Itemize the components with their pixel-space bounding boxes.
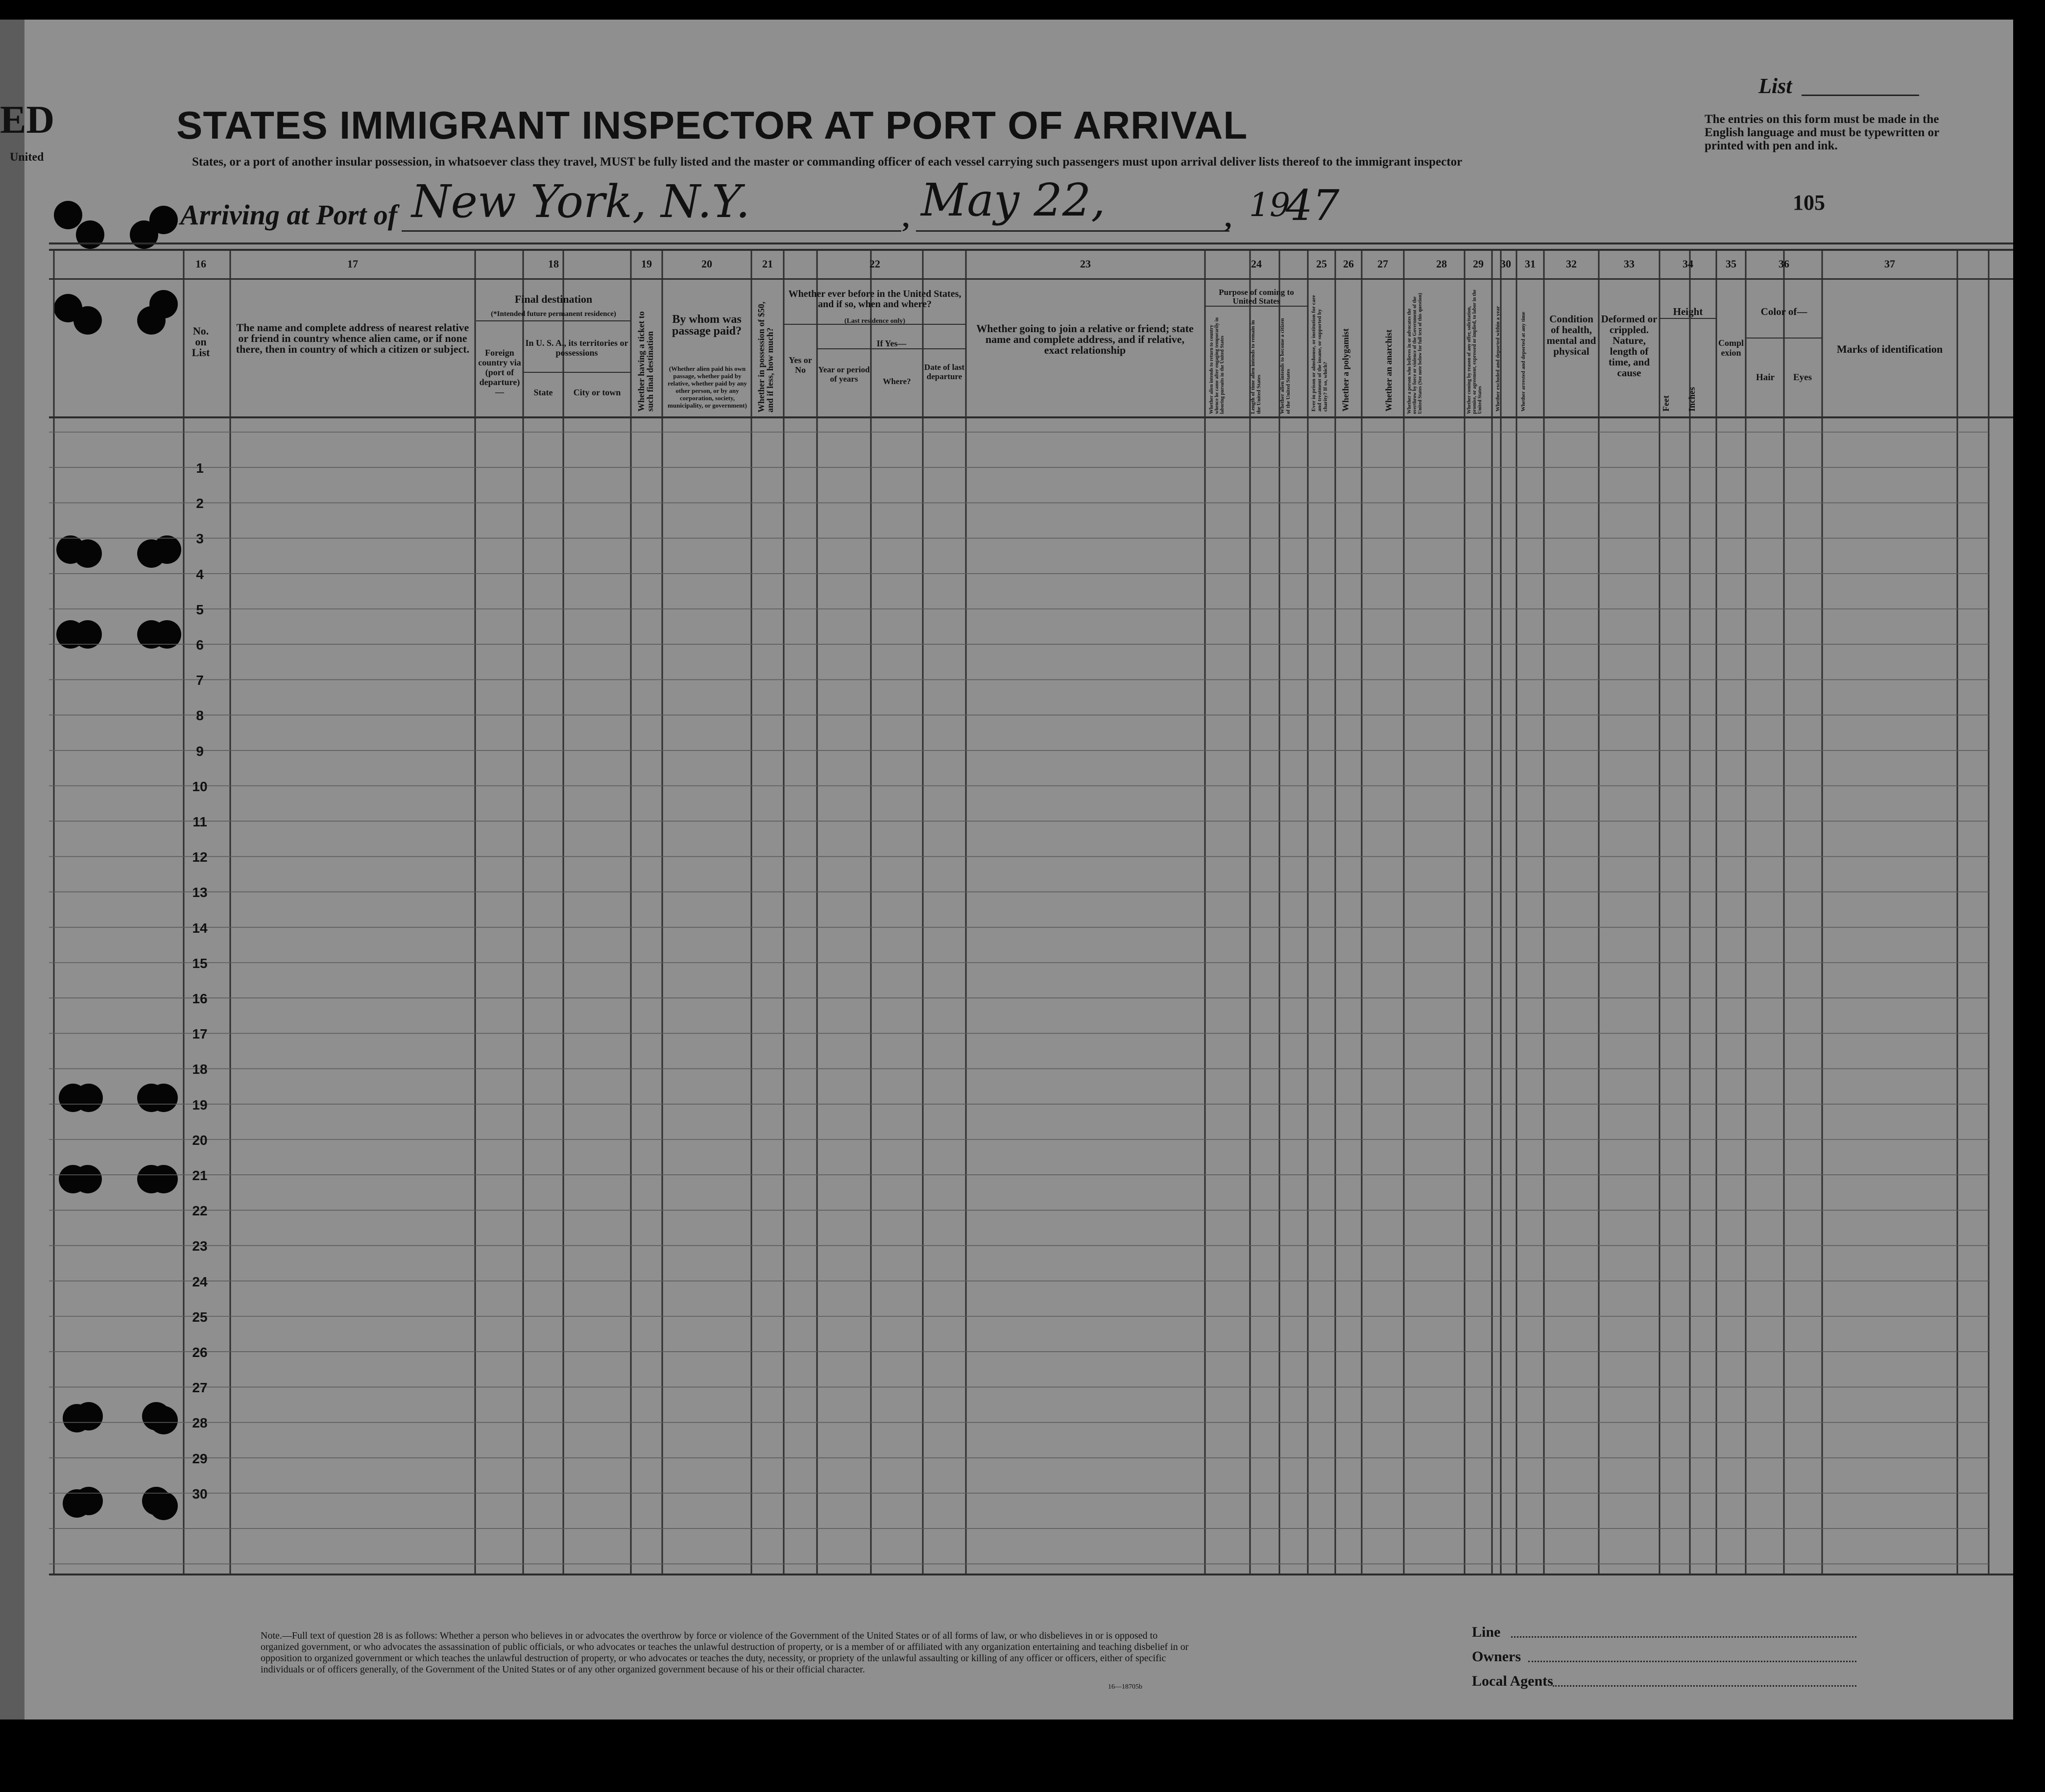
column-number: 29	[1473, 258, 1484, 270]
column-number: 31	[1525, 258, 1536, 270]
row-number: 18	[192, 1062, 208, 1077]
column-number: 22	[869, 258, 880, 270]
column-number: 36	[1779, 258, 1789, 270]
column-number: 30	[1500, 258, 1511, 270]
header-citizen-intent: Whether alien intends to become a citizen of the United States	[1279, 318, 1291, 414]
column-number: 19	[641, 258, 652, 270]
form-code: 16—18705b	[1108, 1683, 1142, 1691]
form-subtitle: States, or a port of another insular possession, in whatsoever class they travel, MUST be fully listed and the master or commanding officer of each vessel carrying such passengers must upon arrival deliver lists thereof to the immigrant inspector	[192, 155, 1463, 169]
header-ticket: Whether having a ticket to such final destination	[636, 311, 655, 412]
row-number: 8	[196, 708, 204, 724]
column-number: 27	[1377, 258, 1388, 270]
header-foreign-country: Foreign country via (port of departure)—	[478, 348, 521, 397]
row-number: 4	[196, 566, 204, 582]
header-color-of: Color of—	[1760, 306, 1807, 317]
column-number: 35	[1726, 258, 1736, 270]
row-number: 26	[192, 1345, 208, 1360]
column-number: 32	[1566, 258, 1577, 270]
header-no-on-list: No. on List	[192, 325, 210, 359]
column-number: 33	[1624, 258, 1635, 270]
row-number: 9	[196, 743, 204, 759]
header-labor-offer: Whether coming by reason of any offer, solicitation, promise, or agreement, expressed or implied, to labor in the United States	[1467, 290, 1483, 414]
column-number: 28	[1436, 258, 1447, 270]
header-join-relative: Whether going to join a relative or friend; state name and complete address, and if relative, exact relationship	[976, 322, 1194, 356]
column-number: 17	[347, 258, 358, 270]
header-purpose: Purpose of coming to United States	[1219, 288, 1294, 306]
row-number: 27	[192, 1380, 208, 1396]
row-number: 3	[196, 531, 204, 547]
header-final-destination: Final destination	[514, 293, 593, 305]
local-agents-field[interactable]	[1553, 1685, 1856, 1687]
header-fifty-dollars: Whether in possession of $50, and if less, how much?	[756, 301, 775, 412]
row-number: 14	[192, 920, 208, 936]
row-number: 25	[192, 1309, 208, 1325]
row-number: 21	[192, 1168, 208, 1183]
row-number: 10	[192, 778, 208, 794]
arriving-year-prefix: 19	[1249, 186, 1290, 224]
column-number: 34	[1683, 258, 1693, 270]
left-fragment: United	[10, 151, 44, 164]
header-ever-before-note: (Last residence only)	[844, 317, 906, 325]
header-passage-paid-note: (Whether alien paid his own passage, whether paid by relative, whether paid by any other person, or by any corporation, society, municipality, or government)	[668, 365, 747, 409]
row-number: 13	[192, 885, 208, 900]
row-number: 2	[196, 496, 204, 511]
footnote-question-28: Note.—Full text of question 28 is as follows: Whether a person who believes in or advocates the overthrow by force or violence of the Government of the United States or of all forms of law, or who disbelieves in or is opposed to organized government, or who advocates the assassination of public officials, or who advocates or teaches the unlawful destruction of property, or is a member of or affiliated with any organization entertaining and teaching disbelief in or opposition to organized government or which teaches the unlawful destruction of property, or who advocates or teaches the duty, necessity, or propriety of the unlawful assaulting or killing of any officer or officers, either of specific individuals or of officers generally, of the Government of the United States or of any other organized government because of his or their official character.	[261, 1630, 1189, 1675]
comma: ,	[902, 201, 910, 233]
title-fragment: ED	[0, 98, 55, 142]
header-final-destination-note: (*Intended future permanent residence)	[491, 310, 616, 318]
local-agents-label: Local Agents	[1472, 1673, 1553, 1689]
row-number: 17	[192, 1026, 208, 1042]
column-number: 18	[548, 258, 559, 270]
header-polygamist: Whether a polygamist	[1341, 328, 1350, 412]
row-number: 5	[196, 602, 204, 617]
page-number: 105	[1793, 191, 1825, 215]
row-number: 16	[192, 991, 208, 1006]
arriving-date-handwritten: May 22,	[921, 174, 1106, 226]
column-number: 16	[195, 258, 206, 270]
row-number: 6	[196, 637, 204, 653]
row-number: 11	[192, 814, 207, 829]
header-anarchist: Whether an anarchist	[1384, 329, 1394, 412]
header-marks-identification: Marks of identification	[1836, 343, 1943, 355]
row-number: 7	[196, 673, 204, 688]
header-feet: Feet	[1661, 395, 1671, 412]
arriving-label: Arriving at Port of	[180, 199, 398, 231]
row-number: 12	[192, 849, 208, 865]
column-number: 24	[1251, 258, 1262, 270]
header-passage-paid: By whom was passage paid?	[672, 313, 742, 338]
header-hair: Hair	[1756, 372, 1775, 383]
list-label: List	[1758, 74, 1792, 98]
header-prison: Ever in prison or almshouse, or institution for care and treatment of the insane, or supported by charity? If so, which?	[1311, 295, 1328, 412]
column-number: 23	[1080, 258, 1091, 270]
header-yes-or-no: Yes or No	[789, 355, 812, 375]
header-city: City or town	[573, 387, 621, 397]
header-state: State	[533, 387, 553, 397]
row-number: 28	[192, 1415, 208, 1431]
header-where: Where?	[883, 377, 911, 386]
form-title: STATES IMMIGRANT INSPECTOR AT PORT OF ARRIVAL	[176, 103, 1248, 147]
column-number: 26	[1343, 258, 1354, 270]
column-number: 25	[1316, 258, 1327, 270]
header-date-departure: Date of last departure	[924, 363, 965, 381]
header-overthrow: Whether a person who believes in or advocates the overthrow by force or violence of the Government of the United States (See note below for full text of this question)	[1407, 292, 1423, 414]
row-number: 30	[192, 1486, 208, 1501]
line-field[interactable]	[1511, 1636, 1856, 1638]
owners-field[interactable]	[1528, 1661, 1856, 1662]
column-number: 21	[762, 258, 773, 270]
header-deformed: Deformed or crippled. Nature, length of time, and cause	[1601, 313, 1658, 379]
row-number: 24	[192, 1274, 208, 1289]
row-number: 29	[192, 1451, 208, 1466]
header-length-stay: Length of time alien intends to remain in the United States	[1250, 320, 1262, 414]
header-nearest-relative: The name and complete address of nearest relative or friend in country whence alien came, or if none there, then in country of which a citizen or subject.	[236, 321, 470, 355]
comma: ,	[1225, 201, 1232, 233]
row-number: 1	[196, 460, 204, 476]
header-inches: Inches	[1687, 387, 1697, 412]
row-number: 20	[192, 1132, 208, 1148]
header-arrested: Whether arrested and deported at any time	[1520, 312, 1526, 412]
row-number: 22	[192, 1203, 208, 1219]
row-number: 23	[192, 1238, 208, 1254]
header-if-yes: If Yes—	[876, 339, 907, 348]
header-excluded: Whether excluded and deported within a year	[1495, 306, 1501, 412]
column-number: 37	[1884, 258, 1895, 270]
row-number: 15	[192, 955, 208, 971]
header-ever-before: Whether ever before in the United States, and if so, when and where?	[788, 289, 962, 310]
column-number: 20	[701, 258, 712, 270]
header-condition-health: Condition of health, mental and physical	[1546, 313, 1596, 357]
header-return-intent: Whether alien intends to return to country whence he came after engaging temporarily in laboring pursuits in the United States	[1209, 317, 1225, 414]
arriving-port-handwritten: New York, N.Y.	[411, 175, 750, 228]
header-eyes: Eyes	[1793, 372, 1812, 383]
owners-label: Owners	[1472, 1648, 1521, 1665]
row-number: 19	[192, 1097, 208, 1113]
header-complexion: Complexion	[1718, 338, 1744, 358]
header-height: Height	[1673, 306, 1703, 317]
header-in-usa: In U. S. A., its territories or possessions	[525, 338, 628, 358]
line-label: Line	[1472, 1624, 1501, 1640]
arriving-year-handwritten: 47	[1286, 181, 1340, 230]
header-year-period: Year or period of years	[818, 365, 870, 384]
entries-note: The entries on this form must be made in the English language and must be typewritten or printed with pen and ink.	[1705, 113, 1939, 152]
